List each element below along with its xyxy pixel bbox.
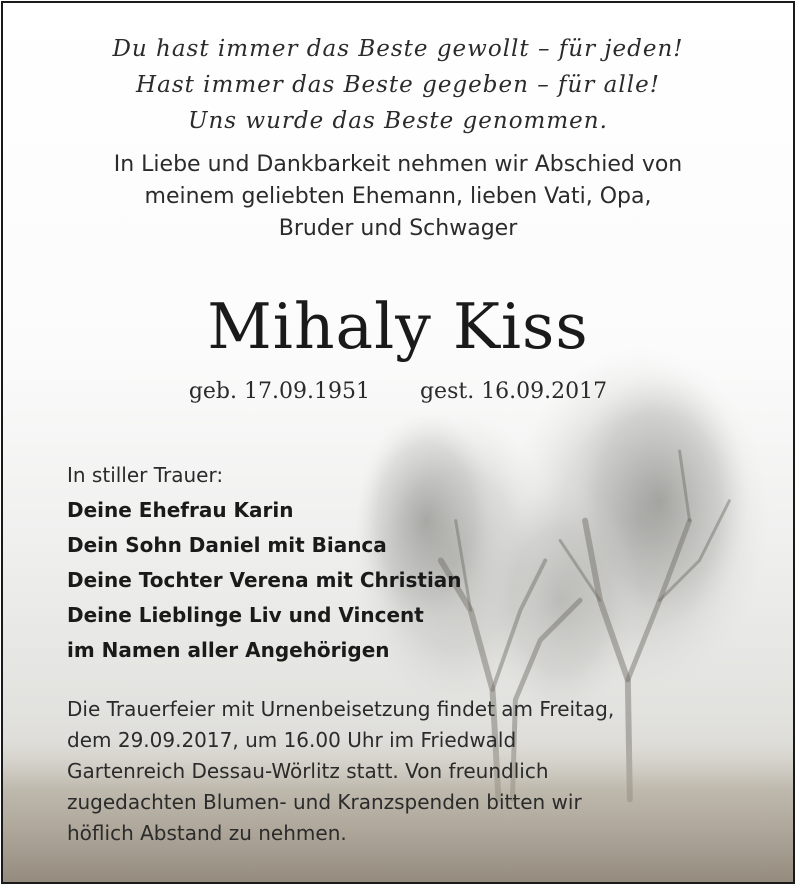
mourner-entry: Deine Tochter Verena mit Christian xyxy=(67,568,462,592)
mourner-entry: im Namen aller Angehörigen xyxy=(67,638,390,662)
mourners-heading: In stiller Trauer: xyxy=(67,463,224,487)
farewell-intro xyxy=(3,149,793,245)
intro-line: In Liebe und Dankbarkeit nehmen wir Abschied von xyxy=(113,152,683,177)
notice-content xyxy=(3,3,793,882)
obituary-notice xyxy=(1,1,795,884)
memorial-poem xyxy=(3,31,793,139)
intro-line: Bruder und Schwager xyxy=(278,216,518,241)
ceremony-line: höflich Abstand zu nehmen. xyxy=(67,821,347,845)
life-dates xyxy=(3,377,793,407)
ceremony-line: Gartenreich Dessau-Wörlitz statt. Von freundlich xyxy=(67,759,549,783)
death-date: gest. 16.09.2017 xyxy=(419,379,608,404)
mourner-entry: Dein Sohn Daniel mit Bianca xyxy=(67,533,387,557)
ceremony-line: zugedachten Blumen- und Kranzspenden bitten wir xyxy=(67,790,582,814)
birth-date: geb. 17.09.1951 xyxy=(188,379,370,404)
deceased-name: Mihaly Kiss xyxy=(207,290,589,363)
ceremony-details xyxy=(67,694,614,849)
mourner-entry: Deine Lieblinge Liv und Vincent xyxy=(67,603,424,627)
intro-line: meinem geliebten Ehemann, lieben Vati, Opa, xyxy=(144,184,652,209)
ceremony-line: dem 29.09.2017, um 16.00 Uhr im Friedwald xyxy=(67,728,517,752)
poem-line: Du hast immer das Beste gewollt – für jeden! xyxy=(112,36,684,62)
ceremony-line: Die Trauerfeier mit Urnenbeisetzung findet am Freitag, xyxy=(67,697,615,721)
poem-line: Hast immer das Beste gegeben – für alle! xyxy=(136,72,660,98)
poem-line: Uns wurde das Beste genommen. xyxy=(188,108,608,134)
mourners-list xyxy=(67,458,462,668)
mourner-entry: Deine Ehefrau Karin xyxy=(67,498,294,522)
